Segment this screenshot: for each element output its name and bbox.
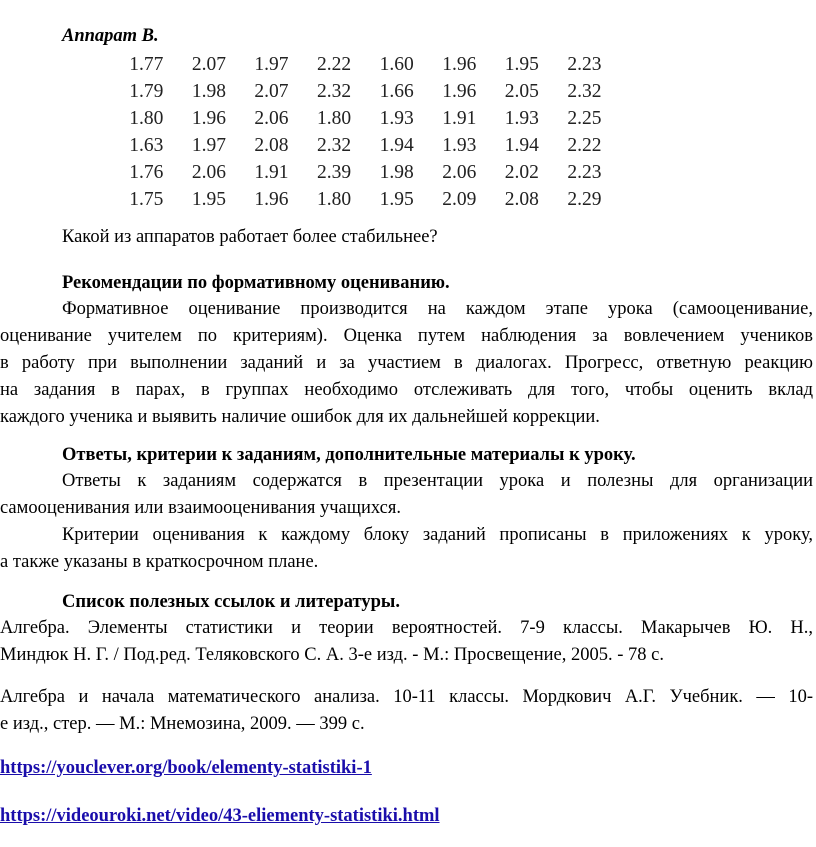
measurements-table [115, 52, 616, 213]
table-cell: 2.22 [567, 135, 602, 157]
table-cell: 1.97 [191, 135, 226, 157]
table-row [115, 79, 616, 106]
answers-heading: Ответы, критерии к заданиям, дополнительные материалы к уроку. [62, 445, 636, 465]
table-cell: 2.06 [442, 162, 477, 183]
table-cell: 2.23 [567, 162, 602, 183]
table-cell: 2.39 [317, 162, 352, 183]
answers-line: а также указаны в краткосрочном плане. [0, 552, 319, 572]
table-cell: 2.09 [442, 188, 477, 210]
answers-line: Ответы к заданиям содержатся в презентации урока и полезны для организации [62, 471, 813, 491]
table-cell: 1.96 [442, 54, 477, 76]
apparatus-title: Аппарат В. [62, 26, 159, 46]
table-cell: 1.80 [317, 108, 352, 130]
table-cell: 2.06 [191, 162, 226, 183]
table-cell: 1.93 [379, 108, 414, 130]
reference-line: Алгебра и начала математического анализа. 10-11 классы. Мордкович А.Г. Учебник. — 10- [0, 687, 813, 707]
formative-heading: Рекомендации по формативному оцениванию. [62, 273, 450, 293]
table-cell: 2.02 [504, 162, 539, 183]
table-cell: 2.29 [567, 188, 602, 210]
table-cell: 2.22 [317, 54, 352, 76]
table-cell: 1.94 [504, 135, 539, 157]
table-cell: 2.08 [504, 188, 539, 210]
table-row [115, 106, 616, 133]
table-cell: 1.80 [317, 188, 352, 210]
formative-line: каждого ученика и выявить наличие ошибок для их дальнейшей коррекции. [0, 407, 600, 427]
table-row [115, 133, 616, 160]
table-cell: 1.96 [191, 108, 226, 130]
table-cell: 1.96 [442, 81, 477, 103]
table-cell: 1.97 [254, 54, 289, 76]
table-cell: 1.98 [191, 81, 226, 103]
table-cell: 2.32 [567, 81, 602, 103]
table-cell: 2.23 [567, 54, 602, 76]
reference-line: Алгебра. Элементы статистики и теории вероятностей. 7-9 классы. Макарычев Ю. Н., [0, 618, 813, 638]
table-cell: 1.98 [379, 162, 414, 183]
reference-link-videouroki[interactable]: https://videouroki.net/video/43-eliementy-statistiki.html [0, 806, 440, 826]
formative-line: на задания в парах, в группах необходимо отслеживать для того, чтобы оценить вклад [0, 380, 813, 400]
answers-line: самооценивания или взаимооценивания учащихся. [0, 498, 401, 518]
table-cell: 2.07 [191, 54, 226, 76]
table-cell: 2.32 [317, 135, 352, 157]
reference-link-youclever[interactable]: https://youclever.org/book/elementy-statistiki-1 [0, 758, 372, 778]
references-heading: Список полезных ссылок и литературы. [62, 592, 401, 612]
table-cell: 1.63 [129, 135, 164, 157]
table-cell: 2.08 [254, 135, 289, 157]
table-cell: 1.94 [379, 135, 414, 157]
table-cell: 1.91 [254, 162, 289, 183]
table-row [115, 186, 616, 213]
table-cell: 1.95 [191, 188, 226, 210]
reference-line: Миндюк Н. Г. / Под.ред. Теляковского С. А. 3-е изд. - М.: Просвещение, 2005. - 78 с. [0, 645, 665, 665]
table-cell: 1.66 [379, 81, 414, 103]
reference-line: е изд., стер. — М.: Мнемозина, 2009. — 399 с. [0, 714, 365, 734]
formative-line: оценивание учителем по критериям). Оценка путем наблюдения за вовлечением учеников [0, 326, 813, 346]
table-cell: 2.05 [504, 81, 539, 103]
table-cell: 2.07 [254, 81, 289, 103]
formative-line: в работу при выполнении заданий и за участием в диалогах. Прогресс, ответную реакцию [0, 353, 813, 373]
table-cell: 1.96 [254, 188, 289, 210]
table-cell: 2.32 [317, 81, 352, 103]
formative-line: Формативное оценивание производится на каждом этапе урока (самооценивание, [62, 299, 813, 319]
table-cell: 1.77 [129, 54, 164, 76]
table-cell: 1.79 [129, 81, 164, 103]
table-cell: 2.25 [567, 108, 602, 130]
table-cell: 1.93 [442, 135, 477, 157]
table-cell: 1.76 [129, 162, 164, 183]
table-cell: 1.95 [379, 188, 414, 210]
table-cell: 1.75 [129, 188, 164, 210]
table-cell: 1.60 [379, 54, 414, 76]
table-cell: 2.06 [254, 108, 289, 130]
table-row [115, 160, 616, 187]
question-text: Какой из аппаратов работает более стабильнее? [62, 227, 438, 247]
table-cell: 1.95 [504, 54, 539, 76]
table-row [115, 52, 616, 79]
table-cell: 1.80 [129, 108, 164, 130]
answers-line: Критерии оценивания к каждому блоку заданий прописаны в приложениях к уроку, [62, 525, 813, 545]
table-cell: 1.91 [442, 108, 477, 130]
table-cell: 1.93 [504, 108, 539, 130]
